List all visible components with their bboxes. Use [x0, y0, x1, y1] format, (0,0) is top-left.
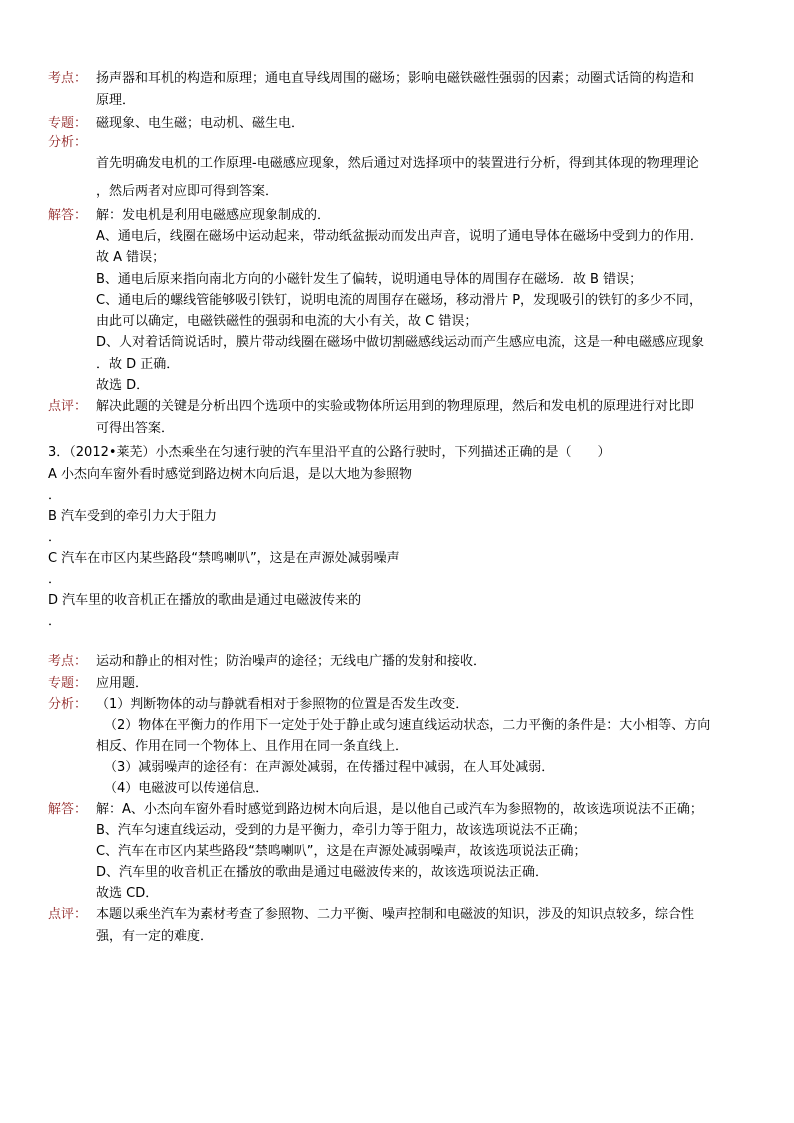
- dianping-text: 本题以乘坐汽车为素材考查了参照物、二力平衡、噪声控制和电磁波的知识，涉及的知识点较多，综合性: [96, 907, 695, 922]
- fenxi-label: 分析：: [48, 135, 88, 150]
- fenxi-text-row: [0, 715, 794, 737]
- jieda-text-row: [0, 820, 794, 842]
- jieda-text: 故选 CD．: [96, 886, 159, 901]
- fenxi-row: [0, 132, 794, 154]
- option-d-text: D 汽车里的收音机正在播放的歌曲是通过电磁波传来的: [48, 593, 362, 608]
- jieda-text-row: [0, 883, 794, 905]
- dianping-label: 点评：: [48, 907, 88, 922]
- option-a-suffix: [0, 485, 794, 507]
- question-stem: [0, 442, 794, 464]
- fenxi-text: （4）电磁波可以传递信息．: [104, 781, 269, 796]
- jieda-text: A、通电后，线圈在磁场中运动起来，带动纸盆振动而发出声音，说明了通电导体在磁场中受到力的作用．: [96, 229, 703, 244]
- dianping-text-row: [0, 926, 794, 948]
- kaodian-text: 原理．: [96, 93, 136, 108]
- jieda-text-row: [0, 332, 794, 354]
- fenxi-text: （2）物体在平衡力的作用下一定处于处于静止或匀速直线运动状态，二力平衡的条件是：大小相等、方向: [104, 718, 711, 733]
- dianping-row: [0, 904, 794, 926]
- kaodian-label: 考点：: [48, 654, 88, 669]
- jieda-text-row: [0, 354, 794, 376]
- fenxi-text: ，然后两者对应即可得到答案．: [96, 184, 279, 199]
- kaodian-label: 考点：: [48, 71, 88, 86]
- kaodian-text: 运动和静止的相对性；防治噪声的途径；无线电广播的发射和接收．: [96, 654, 487, 669]
- option-b-text: B 汽车受到的牵引力大于阻力: [48, 509, 218, 524]
- dianping-label: 点评：: [48, 399, 88, 414]
- fenxi-text: 首先明确发电机的工作原理-电磁感应现象，然后通过对选择项中的装置进行分析，得到其体现的物理理论: [96, 156, 699, 171]
- fenxi-text-row: [0, 736, 794, 758]
- option-d-suffix: [0, 611, 794, 633]
- jieda-text: 解：A、小杰向车窗外看时感觉到路边树木向后退，是以他自己或汽车为参照物的，故该选项说法不正确；: [96, 802, 703, 817]
- zhuanti-text: 应用题．: [96, 676, 149, 691]
- jieda-text-row: [0, 226, 794, 248]
- zhuanti-label: 专题：: [48, 676, 88, 691]
- jieda-text: 故 A 错误；: [96, 250, 166, 265]
- jieda-text-row: [0, 247, 794, 269]
- fenxi-text: 相反、作用在同一个物体上、且作用在同一条直线上．: [96, 739, 409, 754]
- jieda-text: C、通电后的螺线管能够吸引铁钉，说明电流的周围存在磁场，移动滑片 P，发现吸引的铁钉的多少不同，: [96, 293, 703, 308]
- option-c-text: C 汽车在市区内某些路段“禁鸣喇叭”，这是在声源处减弱噪声: [48, 551, 400, 566]
- kaodian-text: 扬声器和耳机的构造和原理；通电直导线周围的磁场；影响电磁铁磁性强弱的因素；动圈式话筒的构造和: [96, 71, 695, 86]
- fenxi-text-row: [0, 778, 794, 800]
- dianping-row: [0, 396, 794, 418]
- jieda-text: C、汽车在市区内某些路段“禁鸣喇叭”，这是在声源处减弱噪声，故该选项说法正确；: [96, 844, 587, 859]
- dianping-text: 解决此题的关键是分析出四个选项中的实验或物体所运用到的物理原理，然后和发电机的原理进行对比即: [96, 399, 695, 414]
- fenxi-text-row: [0, 153, 794, 175]
- fenxi-text-row: [0, 181, 794, 203]
- jieda-text-row: [0, 311, 794, 333]
- jieda-text-row: [0, 290, 794, 312]
- option-suffix: ．: [48, 572, 62, 587]
- option-a-text: A 小杰向车窗外看时感觉到路边树木向后退，是以大地为参照物: [48, 467, 413, 482]
- jieda-text: D、人对着话筒说话时，膜片带动线圈在磁场中做切割磁感线运动而产生感应电流，这是一种电磁感应现象: [96, 335, 705, 350]
- jieda-row: [0, 799, 794, 821]
- kaodian-row: [0, 651, 794, 673]
- jieda-text-row: [0, 841, 794, 863]
- fenxi-text: （1）判断物体的动与静就看相对于参照物的位置是否发生改变．: [96, 697, 469, 712]
- option-suffix: ．: [48, 530, 62, 545]
- option-b: [0, 506, 794, 528]
- jieda-text: D、汽车里的收音机正在播放的歌曲是通过电磁波传来的，故该选项说法正确．: [96, 865, 549, 880]
- dianping-text: 强，有一定的难度．: [96, 929, 214, 944]
- option-suffix: ．: [48, 614, 62, 629]
- kaodian-row-cont: [0, 90, 794, 112]
- zhuanti-text: 磁现象、电生磁；电动机、磁生电．: [96, 116, 305, 131]
- jieda-text: B、汽车匀速直线运动，受到的力是平衡力，牵引力等于阻力，故该选项说法不正确；: [96, 823, 586, 838]
- jieda-text-row: [0, 269, 794, 291]
- jieda-text: 由此可以确定，电磁铁磁性的强弱和电流的大小有关，故 C 错误；: [96, 314, 478, 329]
- jieda-text: 故选 D．: [96, 378, 150, 393]
- fenxi-text-row: [0, 757, 794, 779]
- option-b-suffix: [0, 527, 794, 549]
- fenxi-text: （3）减弱噪声的途径有：在声源处减弱，在传播过程中减弱，在人耳处减弱．: [104, 760, 555, 775]
- jieda-text: 解：发电机是利用电磁感应现象制成的．: [96, 208, 331, 223]
- question-stem-text: 3．（2012•莱芜）小杰乘坐在匀速行驶的汽车里沿平直的公路行驶时，下列描述正确的是（ ）: [48, 445, 611, 460]
- option-d: [0, 590, 794, 612]
- option-c: [0, 548, 794, 570]
- option-a: [0, 464, 794, 486]
- zhuanti-row: [0, 673, 794, 695]
- dianping-text: 可得出答案．: [96, 421, 175, 436]
- fenxi-label: 分析：: [48, 697, 88, 712]
- jieda-text: ．故 D 正确．: [96, 357, 180, 372]
- jieda-row: [0, 205, 794, 227]
- jieda-text: B、通电后原来指向南北方向的小磁针发生了偏转，说明通电导体的周围存在磁场．故 B 错误；: [96, 272, 643, 287]
- option-suffix: ．: [48, 488, 62, 503]
- option-c-suffix: [0, 569, 794, 591]
- jieda-text-row: [0, 375, 794, 397]
- jieda-text-row: [0, 862, 794, 884]
- dianping-text-row: [0, 418, 794, 440]
- kaodian-row: [0, 68, 794, 90]
- jieda-label: 解答：: [48, 802, 88, 817]
- jieda-label: 解答：: [48, 208, 88, 223]
- fenxi-row: [0, 694, 794, 716]
- zhuanti-label: 专题：: [48, 116, 88, 131]
